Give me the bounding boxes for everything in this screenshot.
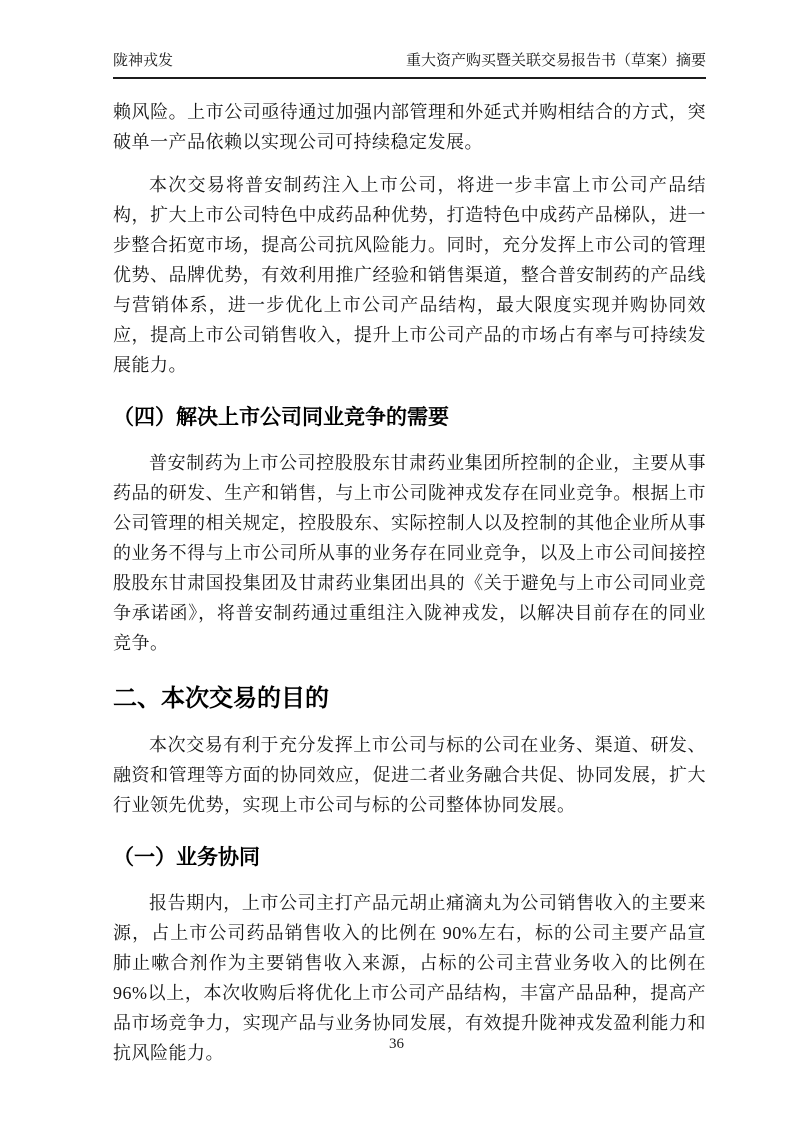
paragraph: 本次交易有利于充分发挥上市公司与标的公司在业务、渠道、研发、融资和管理等方面的协同效应，促进二者业务融合共促、协同发展，扩大行业领先优势，实现上市公司与标的公司整体协同发展。 <box>113 735 706 815</box>
subsection-heading: （一）业务协同 <box>113 846 260 869</box>
header-left-company-name: 陇神戎发 <box>113 53 174 69</box>
subsection-heading: （四）解决上市公司同业竞争的需要 <box>113 406 449 429</box>
document-body <box>113 82 706 1081</box>
header-right-report-title: 重大资产购买暨关联交易报告书（草案）摘要 <box>405 53 706 69</box>
page-footer <box>0 1036 793 1053</box>
paragraph: 报告期内，上市公司主打产品元胡止痛滴丸为公司销售收入的主要来源，占上市公司药品销售收入的比例在 90%左右，标的公司主要产品宣肺止嗽合剂作为主要销售收入来源，占标的公司主营业务收入的比例在 96%以上，本次收购后将优化上市公司产品结构，丰富产品品种，提高产品市场竞争力，实现产品与业务协同发展，有效提升陇神戎发盈利能力和抗风险能力。 <box>113 893 706 1063</box>
paragraph: 本次交易将普安制药注入上市公司，将进一步丰富上市公司产品结构，扩大上市公司特色中成药品种优势，打造特色中成药产品梯队，进一步整合拓宽市场，提高公司抗风险能力。同时，充分发挥上市公司的管理优势、品牌优势，有效利用推广经验和销售渠道，整合普安制药的产品线与营销体系，进一步优化上市公司产品结构，最大限度实现并购协同效应，提高上市公司销售收入，提升上市公司产品的市场占有率与可持续发展能力。 <box>113 175 706 375</box>
page-number: 36 <box>389 1036 404 1052</box>
paragraph: 普安制药为上市公司控股股东甘肃药业集团所控制的企业，主要从事药品的研发、生产和销售，与上市公司陇神戎发存在同业竞争。根据上市公司管理的相关规定，控股股东、实际控制人以及控制的其他企业所从事的业务不得与上市公司所从事的业务存在同业竞争，以及上市公司间接控股股东甘肃国投集团及甘肃药业集团出具的《关于避免与上市公司同业竞争承诺函》，将普安制药通过重组注入陇神戎发，以解决目前存在的同业竞争。 <box>113 453 706 653</box>
section-heading: 二、本次交易的目的 <box>113 685 329 712</box>
paragraph: 赖风险。上市公司亟待通过加强内部管理和外延式并购相结合的方式，突破单一产品依赖以实现公司可持续稳定发展。 <box>113 102 706 152</box>
page-header <box>113 50 706 79</box>
